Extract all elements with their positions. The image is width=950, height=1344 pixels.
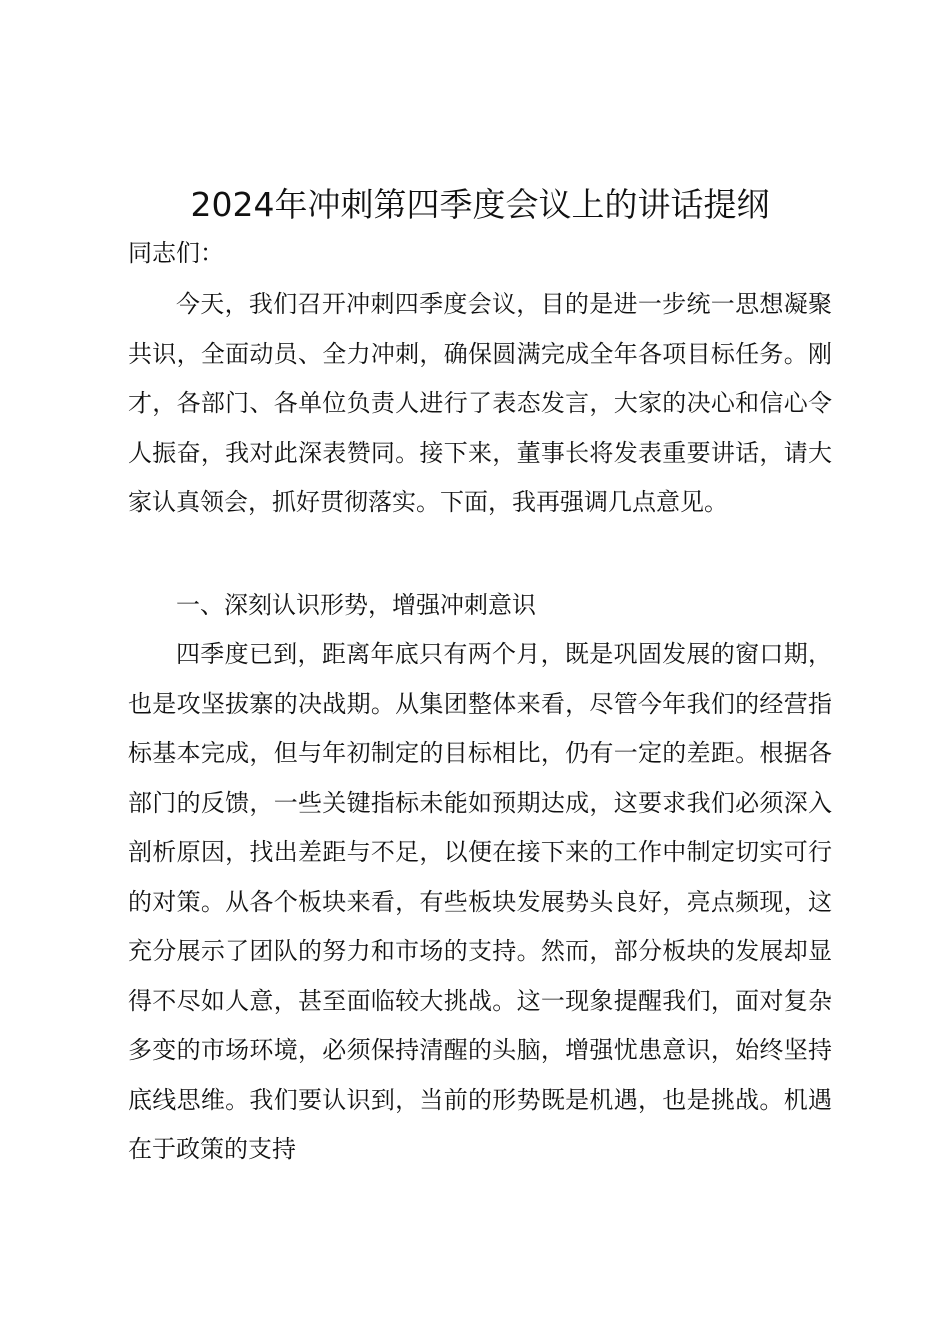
salutation: 同志们： (128, 239, 224, 267)
section-heading-1: 一、深刻认识形势，增强冲刺意识 (176, 591, 536, 619)
paragraph-situation: 四季度已到，距离年底只有两个月，既是巩固发展的窗口期，也是攻坚拔寨的决战期。从集团整体来看，尽管今年我们的经营指标基本完成，但与年初制定的目标相比，仍有一定的差距。根据各部门的反馈，一些关键指标未能如预期达成，这要求我们必须深入剖析原因，找出差距与不足，以便在接下来的工作中制定切实可行的对策。从各个板块来看，有些板块发展势头良好，亮点频现，这充分展示了团队的努力和市场的支持。然而，部分板块的发展却显得不尽如人意，甚至面临较大挑战。这一现象提醒我们，面对复杂多变的市场环境，必须保持清醒的头脑，增强忧患意识，始终坚持底线思维。我们要认识到，当前的形势既是机遇，也是挑战。机遇在于政策的支持 (128, 640, 832, 1163)
paragraph-intro: 今天，我们召开冲刺四季度会议，目的是进一步统一思想凝聚共识，全面动员、全力冲刺，确保圆满完成全年各项目标任务。刚才，各部门、各单位负责人进行了表态发言，大家的决心和信心令人振奋，我对此深表赞同。接下来，董事长将发表重要讲话，请大家认真领会，抓好贯彻落实。下面，我再强调几点意见。 (128, 290, 832, 516)
document-title: 2024年冲刺第四季度会议上的讲话提纲 (190, 185, 770, 224)
